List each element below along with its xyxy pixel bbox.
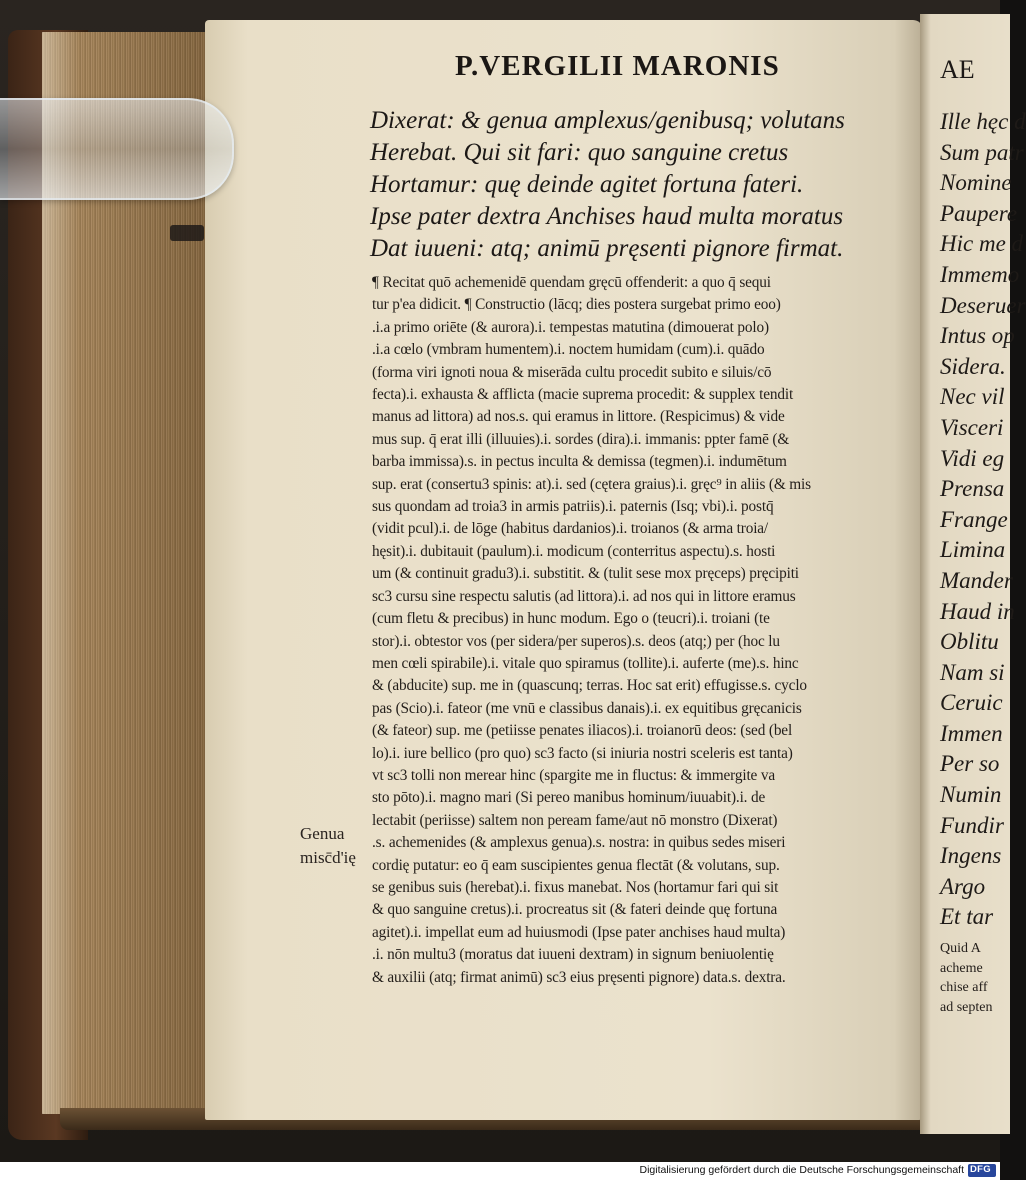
verse-line: Dixerat: & genua amplexus/genibusq; volutans <box>370 107 845 134</box>
facing-verse-line: Immen <box>940 720 1003 746</box>
margin-note-line: Genua <box>300 824 345 843</box>
commentary-line: .i.a primo oriēte (& aurora).i. tempestas matutina (dimouerat polo) <box>372 318 769 336</box>
facing-page-text <box>940 55 1026 1017</box>
ink-mark <box>170 225 204 241</box>
verse-line: Dat iuueni: atq; animū pręsenti pignore firmat. <box>370 235 844 262</box>
facing-running-head: AE <box>940 55 975 84</box>
facing-verse-line: Ceruic <box>940 690 1003 716</box>
facing-verse-line: Numin <box>940 782 1002 808</box>
commentary-line: sto pōto).i. magno mari (Si pereo manibus hominum/iuuabit).i. de <box>372 789 766 807</box>
facing-verse-line: Ingens <box>940 843 1002 869</box>
facing-verse-line: Deseruer <box>940 292 1026 318</box>
facing-verse-line: Paupere <box>940 200 1018 226</box>
commentary-line: & auxilii (atq; firmat animū) sc3 eius pręsenti pignore) data.s. dextra. <box>372 968 786 986</box>
verse-line: Herebat. Qui sit fari: quo sanguine cretus <box>370 139 789 166</box>
commentary-line: ¶ Recitat quō achemenidē quendam gręcū offenderit: a quo q̄ sequi <box>372 274 771 291</box>
plastic-page-clip <box>0 98 234 200</box>
facing-commentary-line: chise aff <box>940 980 988 996</box>
verse-line: Ipse pater dextra Anchises haud multa moratus <box>370 203 844 230</box>
commentary-line: & (abducite) sup. me in (quascunq; terras. Hoc sat erit) effugisse.s. cyclo <box>372 677 807 695</box>
commentary-line: mus sup. q̄ erat illi (illuuies).i. sordes (dira).i. immanis: ppter famē (& <box>372 430 790 448</box>
commentary-line: tur p'ea didicit. ¶ Constructio (lācq; dies postera surgebat primo eoo) <box>372 296 781 314</box>
commentary-line: stor).i. obtestor vos (per sidera/per superos).s. deos (atq;) per (hoc lu <box>372 632 780 650</box>
commentary-line: agitet).i. impellat eum ad huiusmodi (Ipse pater anchises haud multa) <box>372 923 786 941</box>
facing-commentary-line: ad septen <box>940 999 993 1015</box>
footer-bar <box>0 1162 1000 1180</box>
commentary-line: vt sc3 tolli non merear hinc (spargite me in fluctus: & immergite va <box>372 766 776 784</box>
running-head: P.VERGILII MARONIS <box>455 50 780 82</box>
commentary-line: (vidit pcul).i. de lōge (habitus dardanios).i. troianos (& arma troia/ <box>372 520 769 538</box>
facing-verse-line: Nam si <box>940 659 1005 685</box>
commentary-line: (cum fletu & precibus) in hunc modum. Ego o (teucri).i. troiani (te <box>372 610 770 628</box>
commentary-line: lo).i. iure bellico (pro quo) sc3 facto (si iniuria nostri sceleris est tanta) <box>372 744 793 762</box>
commentary-line: barba immissa).s. in pectus inculta & demissa (tegmen).i. indumētum <box>372 453 787 471</box>
margin-note-line: misc̄d'ię <box>300 848 356 867</box>
commentary-line: .s. achemenides (& amplexus genua).s. nostra: in quibus sedes miseri <box>372 834 786 852</box>
facing-commentary-line: Quid A <box>940 941 981 957</box>
facing-verse-line: Nomine <box>940 170 1012 196</box>
facing-verse-line: Argo <box>940 873 986 899</box>
commentary-line: pas (Scio).i. fateor (me vnū e classibus danais).i. ex equitibus gręcanicis <box>372 699 802 717</box>
facing-verse-line: Sum patr <box>940 139 1024 165</box>
facing-verse-line: Ille hęc d <box>940 109 1026 134</box>
commentary-line: men cœli spirabile).i. vitale quo spiramus (tollite).i. auferte (me).s. hinc <box>372 654 799 672</box>
commentary-line: .i.a cœlo (vmbram humentem).i. noctem humidam (cum).i. quādo <box>372 341 765 359</box>
facing-verse-line: Nec vil <box>940 384 1005 410</box>
commentary-line: lectabit (periisse) saltem non peream fame/aut nō monstro (Dixerat) <box>372 811 778 829</box>
verse-block <box>370 105 845 265</box>
facing-verse-line: Visceri <box>940 414 1004 440</box>
commentary-line: se genibus suis (herebat).i. fixus manebat. Nos (hortamur fari qui sit <box>372 878 779 896</box>
commentary-line: (forma viri ignoti noua & miserāda cultu procedit subito e siluis/cō <box>372 363 772 381</box>
facing-verse-line: Limina <box>940 537 1006 563</box>
facing-verse-line: Frange <box>940 506 1008 532</box>
facing-verse-line: Sidera. <box>940 353 1006 379</box>
facing-commentary-block <box>940 939 1000 1017</box>
commentary-line: manus ad littora) ad nos.s. qui eramus in littore. (Respicimus) & vide <box>372 408 785 426</box>
facing-verse-line: Per so <box>940 751 1000 777</box>
commentary-line: um (& continuit gradu3).i. substitit. & (tulit sese mox pręceps) pręcipiti <box>372 565 799 583</box>
commentary-line: .i. nōn multu3 (moratus dat iuueni dextram) in signum beniuolentię <box>372 946 774 964</box>
facing-commentary-line: acheme <box>940 960 983 976</box>
facing-verse-line: Intus op <box>940 323 1015 349</box>
facing-verse-line: Et tar <box>940 904 994 930</box>
commentary-line: hęsit).i. dubitauit (paulum).i. modicum (conterritus aspectu).s. hosti <box>372 542 776 560</box>
facing-verse-line: Mander <box>940 567 1013 593</box>
commentary-line: & quo sanguine cretus).i. procreatus sit (& fateri deinde quę fortuna <box>372 901 778 919</box>
commentary-line: sup. erat (consertu3 spinis: at).i. sed (cętera graius).i. gręc⁹ in aliis (& mis <box>372 475 811 493</box>
facing-verse-line: Immemo <box>940 261 1020 287</box>
facing-verse-line: Fundir <box>940 812 1004 838</box>
funding-credit: Digitalisierung gefördert durch die Deutsche Forschungsgemeinschaft <box>639 1164 964 1176</box>
facing-verse-line: Haud in <box>940 598 1015 624</box>
facing-verse-line: Oblitu <box>940 629 999 655</box>
margin-note <box>300 822 356 870</box>
commentary-line: sc3 cursu sine respectu salutis (ad littora).i. ad nos qui in littore eramus <box>372 587 796 605</box>
commentary-line: cordię putatur: eo q̄ eam suscipientes genua flectāt (& volutans, sup. <box>372 856 780 874</box>
facing-verse-block <box>940 107 1026 933</box>
commentary-line: fecta).i. exhausta & afflicta (macie suprema procedit: & supplex tendit <box>372 386 794 404</box>
facing-verse-line: Hic me d <box>940 231 1024 257</box>
facing-verse-line: Vidi eg <box>940 445 1005 471</box>
facing-verse-line: Prensa <box>940 476 1005 502</box>
verse-line: Hortamur: quę deinde agitet fortuna fateri. <box>370 171 804 198</box>
commentary-block <box>372 272 920 989</box>
dfg-logo: DFG <box>968 1164 996 1177</box>
commentary-line: (& fateor) sup. me (petiisse penates iliacos).i. troianorū deos: (sed (bel <box>372 722 793 740</box>
commentary-line: sus quondam ad troia3 in armis patriis).i. paternis (Isq; vbi).i. postq̄ <box>372 498 774 516</box>
